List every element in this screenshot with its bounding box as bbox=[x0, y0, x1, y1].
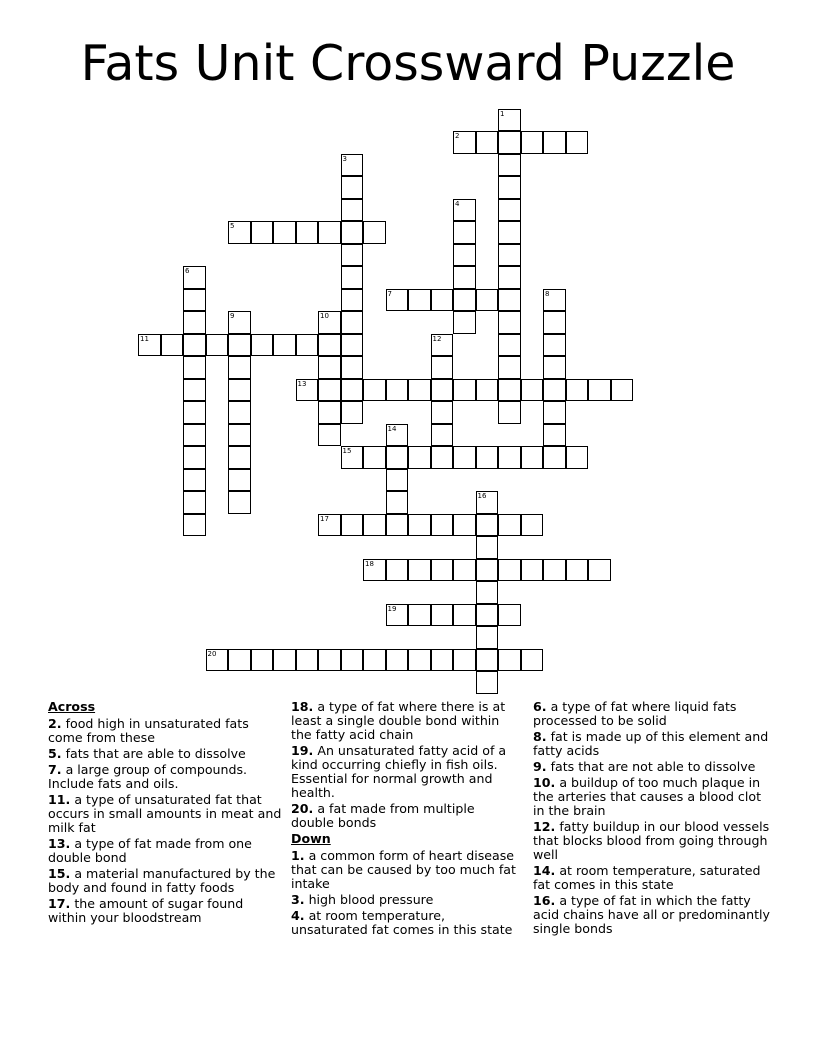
grid-cell[interactable] bbox=[183, 424, 206, 447]
grid-cell[interactable] bbox=[498, 514, 521, 537]
grid-cell[interactable] bbox=[476, 514, 499, 537]
clue-across-2 bbox=[48, 717, 284, 745]
grid-cell[interactable] bbox=[543, 311, 566, 334]
grid-cell[interactable] bbox=[408, 649, 431, 672]
grid-cell[interactable] bbox=[476, 446, 499, 469]
clue-text: fatty buildup in our blood vessels that blocks blood from going through well bbox=[533, 819, 770, 862]
grid-cell[interactable] bbox=[341, 176, 364, 199]
grid-cell[interactable] bbox=[453, 311, 476, 334]
grid-cell[interactable] bbox=[543, 424, 566, 447]
cell-number: 14 bbox=[387, 424, 397, 433]
grid-cell[interactable] bbox=[183, 401, 206, 424]
clue-across-13 bbox=[48, 837, 284, 865]
grid-cell[interactable] bbox=[183, 289, 206, 312]
cell-number: 3 bbox=[342, 154, 347, 163]
cell-number: 1 bbox=[500, 109, 505, 118]
cell-number: 17 bbox=[320, 514, 329, 523]
grid-cell[interactable] bbox=[498, 604, 521, 627]
clue-text: a type of fat made from one double bond bbox=[48, 836, 252, 865]
grid-cell[interactable] bbox=[498, 221, 521, 244]
grid-cell[interactable] bbox=[543, 334, 566, 357]
grid-cell[interactable] bbox=[543, 131, 566, 154]
grid-cell[interactable] bbox=[318, 401, 341, 424]
clue-across-15 bbox=[48, 867, 284, 895]
clue-number: 17. bbox=[48, 896, 71, 911]
grid-cell[interactable] bbox=[453, 289, 476, 312]
grid-cell[interactable] bbox=[228, 469, 251, 492]
grid-cell[interactable] bbox=[251, 221, 274, 244]
grid-cell[interactable] bbox=[566, 446, 589, 469]
grid-cell[interactable] bbox=[228, 221, 251, 244]
grid-cell[interactable] bbox=[453, 131, 476, 154]
grid-cell[interactable] bbox=[251, 649, 274, 672]
grid-cell[interactable] bbox=[318, 379, 341, 402]
grid-cell[interactable] bbox=[363, 559, 386, 582]
grid-cell[interactable] bbox=[566, 379, 589, 402]
cell-number: 7 bbox=[387, 289, 392, 298]
grid-cell[interactable] bbox=[566, 131, 589, 154]
grid-cell[interactable] bbox=[318, 334, 341, 357]
grid-cell[interactable] bbox=[138, 334, 161, 357]
grid-cell[interactable] bbox=[183, 469, 206, 492]
grid-cell[interactable] bbox=[498, 446, 521, 469]
grid-cell[interactable] bbox=[228, 446, 251, 469]
cell-number: 2 bbox=[455, 132, 460, 140]
clue-number: 8. bbox=[533, 729, 547, 744]
grid-cell[interactable] bbox=[206, 649, 229, 672]
grid-cell[interactable] bbox=[453, 266, 476, 289]
clue-down-6 bbox=[533, 700, 771, 728]
clues-column-2 bbox=[291, 700, 521, 939]
cell-number: 16 bbox=[477, 492, 487, 500]
grid-cell[interactable] bbox=[206, 334, 229, 357]
clue-number: 16. bbox=[533, 893, 556, 908]
grid-cell[interactable] bbox=[498, 199, 521, 222]
clue-number: 12. bbox=[533, 819, 556, 834]
grid-cell[interactable] bbox=[341, 514, 364, 537]
grid-cell[interactable] bbox=[476, 559, 499, 582]
grid-cell[interactable] bbox=[543, 401, 566, 424]
grid-cell[interactable] bbox=[588, 379, 611, 402]
clue-down-3 bbox=[291, 893, 521, 907]
grid-cell[interactable] bbox=[453, 221, 476, 244]
grid-cell[interactable] bbox=[183, 311, 206, 334]
cell-number: 13 bbox=[297, 379, 307, 388]
clue-text: a type of unsaturated fat that occurs in small amounts in meat and milk fat bbox=[48, 792, 282, 835]
grid-cell[interactable] bbox=[228, 311, 251, 334]
grid-cell[interactable] bbox=[521, 649, 544, 672]
clue-across-20 bbox=[291, 802, 521, 830]
grid-cell[interactable] bbox=[386, 469, 409, 492]
cell-number: 15 bbox=[342, 447, 352, 455]
grid-cell[interactable] bbox=[228, 356, 251, 379]
grid-cell[interactable] bbox=[431, 446, 454, 469]
grid-cell[interactable] bbox=[498, 154, 521, 177]
grid-cell[interactable] bbox=[498, 401, 521, 424]
grid-cell[interactable] bbox=[251, 334, 274, 357]
grid-cell[interactable] bbox=[341, 379, 364, 402]
grid-cell[interactable] bbox=[228, 334, 251, 357]
clue-down-4 bbox=[291, 909, 521, 937]
grid-cell[interactable] bbox=[296, 334, 319, 357]
grid-cell[interactable] bbox=[386, 446, 409, 469]
grid-cell[interactable] bbox=[521, 446, 544, 469]
grid-cell[interactable] bbox=[363, 379, 386, 402]
grid-cell[interactable] bbox=[228, 424, 251, 447]
clue-number: 7. bbox=[48, 762, 62, 777]
cell-number: 20 bbox=[207, 649, 217, 658]
clue-text: the amount of sugar found within your bloodstream bbox=[48, 896, 244, 925]
grid-cell[interactable] bbox=[341, 649, 364, 672]
clue-text: food high in unsaturated fats come from these bbox=[48, 716, 249, 745]
grid-cell[interactable] bbox=[341, 199, 364, 222]
grid-cell[interactable] bbox=[341, 244, 364, 267]
clue-text: a large group of compounds. Include fats and oils. bbox=[48, 762, 248, 791]
clue-number: 15. bbox=[48, 866, 71, 881]
grid-cell[interactable] bbox=[431, 401, 454, 424]
grid-cell[interactable] bbox=[341, 446, 364, 469]
grid-cell[interactable] bbox=[341, 311, 364, 334]
clue-number: 19. bbox=[291, 743, 314, 758]
grid-cell[interactable] bbox=[431, 334, 454, 357]
grid-cell[interactable] bbox=[498, 379, 521, 402]
cell-number: 11 bbox=[140, 334, 149, 343]
grid-cell[interactable] bbox=[386, 514, 409, 537]
grid-cell[interactable] bbox=[543, 379, 566, 402]
grid-cell[interactable] bbox=[341, 401, 364, 424]
clue-across-7 bbox=[48, 763, 284, 791]
grid-cell[interactable] bbox=[363, 446, 386, 469]
grid-cell[interactable] bbox=[341, 334, 364, 357]
grid-cell[interactable] bbox=[183, 379, 206, 402]
grid-cell[interactable] bbox=[521, 559, 544, 582]
grid-cell[interactable] bbox=[543, 289, 566, 312]
clue-number: 5. bbox=[48, 746, 62, 761]
grid-cell[interactable] bbox=[453, 604, 476, 627]
grid-cell[interactable] bbox=[183, 446, 206, 469]
grid-cell[interactable] bbox=[318, 424, 341, 447]
grid-cell[interactable] bbox=[476, 649, 499, 672]
grid-cell[interactable] bbox=[296, 221, 319, 244]
grid-cell[interactable] bbox=[296, 649, 319, 672]
grid-cell[interactable] bbox=[408, 559, 431, 582]
grid-cell[interactable] bbox=[476, 379, 499, 402]
grid-cell[interactable] bbox=[386, 289, 409, 312]
grid-cell[interactable] bbox=[521, 379, 544, 402]
cell-number: 9 bbox=[230, 312, 235, 320]
grid-cell[interactable] bbox=[273, 334, 296, 357]
grid-cell[interactable] bbox=[498, 334, 521, 357]
grid-cell[interactable] bbox=[498, 244, 521, 267]
clue-text: a type of fat where liquid fats processed to be solid bbox=[533, 699, 737, 728]
clues-column-3 bbox=[533, 700, 771, 938]
grid-cell[interactable] bbox=[386, 649, 409, 672]
cell-number: 10 bbox=[320, 312, 329, 320]
grid-cell[interactable] bbox=[431, 514, 454, 537]
grid-cell[interactable] bbox=[318, 514, 341, 537]
clue-number: 13. bbox=[48, 836, 71, 851]
clue-down-9 bbox=[533, 760, 771, 774]
grid-cell[interactable] bbox=[543, 559, 566, 582]
grid-cell[interactable] bbox=[228, 649, 251, 672]
clue-number: 14. bbox=[533, 863, 556, 878]
grid-cell[interactable] bbox=[476, 536, 499, 559]
clue-down-14 bbox=[533, 864, 771, 892]
grid-cell[interactable] bbox=[476, 491, 499, 514]
clue-number: 9. bbox=[533, 759, 547, 774]
grid-cell[interactable] bbox=[431, 649, 454, 672]
grid-cell[interactable] bbox=[228, 401, 251, 424]
clue-text: fats that are not able to dissolve bbox=[550, 759, 756, 774]
grid-cell[interactable] bbox=[341, 356, 364, 379]
clue-across-11 bbox=[48, 793, 284, 835]
clue-number: 1. bbox=[291, 848, 305, 863]
grid-cell[interactable] bbox=[611, 379, 634, 402]
grid-cell[interactable] bbox=[476, 131, 499, 154]
clue-number: 11. bbox=[48, 792, 71, 807]
clue-number: 18. bbox=[291, 699, 314, 714]
grid-cell[interactable] bbox=[498, 176, 521, 199]
grid-cell[interactable] bbox=[183, 491, 206, 514]
clue-text: fats that are able to dissolve bbox=[65, 746, 246, 761]
cell-number: 6 bbox=[185, 267, 190, 275]
grid-cell[interactable] bbox=[543, 446, 566, 469]
grid-cell[interactable] bbox=[363, 221, 386, 244]
grid-cell[interactable] bbox=[273, 221, 296, 244]
grid-cell[interactable] bbox=[318, 649, 341, 672]
grid-cell[interactable] bbox=[498, 131, 521, 154]
grid-cell[interactable] bbox=[453, 446, 476, 469]
grid-cell[interactable] bbox=[408, 514, 431, 537]
clue-down-8 bbox=[533, 730, 771, 758]
clue-number: 2. bbox=[48, 716, 62, 731]
clue-text: a fat made from multiple double bonds bbox=[291, 801, 475, 830]
clue-number: 20. bbox=[291, 801, 314, 816]
page-title: Fats Unit Crossward Puzzle bbox=[80, 35, 736, 92]
grid-cell[interactable] bbox=[498, 289, 521, 312]
grid-cell[interactable] bbox=[363, 649, 386, 672]
grid-cell[interactable] bbox=[161, 334, 184, 357]
grid-cell[interactable] bbox=[318, 221, 341, 244]
grid-cell[interactable] bbox=[273, 649, 296, 672]
grid-cell[interactable] bbox=[453, 559, 476, 582]
grid-cell[interactable] bbox=[408, 289, 431, 312]
clues-column-1 bbox=[48, 700, 284, 927]
grid-cell[interactable] bbox=[476, 604, 499, 627]
grid-cell[interactable] bbox=[386, 604, 409, 627]
grid-cell[interactable] bbox=[453, 199, 476, 222]
clue-across-5 bbox=[48, 747, 284, 761]
clue-number: 6. bbox=[533, 699, 547, 714]
clue-number: 4. bbox=[291, 908, 305, 923]
grid-cell[interactable] bbox=[543, 356, 566, 379]
grid-cell[interactable] bbox=[498, 266, 521, 289]
grid-cell[interactable] bbox=[431, 356, 454, 379]
clue-text: a type of fat in which the fatty acid chains have all or predominantly single bonds bbox=[533, 893, 770, 936]
grid-cell[interactable] bbox=[476, 671, 499, 694]
clue-number: 3. bbox=[291, 892, 305, 907]
clue-text: high blood pressure bbox=[308, 892, 434, 907]
grid-cell[interactable] bbox=[341, 266, 364, 289]
grid-cell[interactable] bbox=[386, 379, 409, 402]
cell-number: 4 bbox=[455, 199, 460, 208]
down-heading: Down bbox=[291, 831, 331, 846]
clue-text: fat is made up of this element and fatty acids bbox=[533, 729, 769, 758]
clue-down-10 bbox=[533, 776, 771, 818]
grid-cell[interactable] bbox=[521, 514, 544, 537]
clue-across-19 bbox=[291, 744, 521, 800]
clue-text: An unsaturated fatty acid of a kind occurring chiefly in fish oils. Essential for normal growth and health. bbox=[291, 743, 507, 800]
grid-cell[interactable] bbox=[476, 581, 499, 604]
grid-cell[interactable] bbox=[386, 559, 409, 582]
clue-number: 10. bbox=[533, 775, 556, 790]
grid-cell[interactable] bbox=[341, 221, 364, 244]
grid-cell[interactable] bbox=[183, 266, 206, 289]
grid-cell[interactable] bbox=[183, 334, 206, 357]
grid-cell[interactable] bbox=[588, 559, 611, 582]
grid-cell[interactable] bbox=[363, 514, 386, 537]
clue-down-1 bbox=[291, 849, 521, 891]
cell-number: 8 bbox=[545, 289, 550, 298]
grid-cell[interactable] bbox=[183, 356, 206, 379]
grid-cell[interactable] bbox=[408, 604, 431, 627]
across-heading: Across bbox=[48, 699, 96, 714]
clue-text: at room temperature, unsaturated fat comes in this state bbox=[291, 908, 513, 937]
grid-cell[interactable] bbox=[453, 379, 476, 402]
grid-cell[interactable] bbox=[476, 626, 499, 649]
grid-cell[interactable] bbox=[228, 491, 251, 514]
grid-cell[interactable] bbox=[476, 289, 499, 312]
grid-cell[interactable] bbox=[386, 491, 409, 514]
grid-cell[interactable] bbox=[183, 514, 206, 537]
grid-cell[interactable] bbox=[318, 311, 341, 334]
grid-cell[interactable] bbox=[521, 131, 544, 154]
grid-cell[interactable] bbox=[498, 559, 521, 582]
grid-cell[interactable] bbox=[386, 424, 409, 447]
grid-cell[interactable] bbox=[498, 109, 521, 132]
grid-cell[interactable] bbox=[408, 379, 431, 402]
clue-text: at room temperature, saturated fat comes in this state bbox=[533, 863, 761, 892]
grid-cell[interactable] bbox=[318, 356, 341, 379]
grid-cell[interactable] bbox=[453, 649, 476, 672]
grid-cell[interactable] bbox=[341, 289, 364, 312]
grid-cell[interactable] bbox=[453, 244, 476, 267]
clue-across-18 bbox=[291, 700, 521, 742]
grid-cell[interactable] bbox=[408, 446, 431, 469]
grid-cell[interactable] bbox=[498, 649, 521, 672]
grid-cell[interactable] bbox=[453, 514, 476, 537]
clue-text: a common form of heart disease that can be caused by too much fat intake bbox=[291, 848, 516, 891]
grid-cell[interactable] bbox=[296, 379, 319, 402]
clue-text: a type of fat where there is at least a single double bond within the fatty acid chain bbox=[291, 699, 506, 742]
clue-down-16 bbox=[533, 894, 771, 936]
clue-down-12 bbox=[533, 820, 771, 862]
grid-cell[interactable] bbox=[431, 289, 454, 312]
grid-cell[interactable] bbox=[566, 559, 589, 582]
cell-number: 19 bbox=[387, 604, 397, 613]
grid-cell[interactable] bbox=[431, 559, 454, 582]
grid-cell[interactable] bbox=[228, 379, 251, 402]
grid-cell[interactable] bbox=[431, 604, 454, 627]
cell-number: 5 bbox=[230, 222, 235, 230]
clue-text: a material manufactured by the body and found in fatty foods bbox=[48, 866, 276, 895]
clue-text: a buildup of too much plaque in the arteries that causes a blood clot in the brain bbox=[533, 775, 762, 818]
grid-cell[interactable] bbox=[498, 356, 521, 379]
clue-across-17 bbox=[48, 897, 284, 925]
grid-cell[interactable] bbox=[498, 311, 521, 334]
cell-number: 18 bbox=[365, 559, 374, 568]
grid-cell[interactable] bbox=[341, 154, 364, 177]
cell-number: 12 bbox=[432, 334, 442, 343]
grid-cell[interactable] bbox=[431, 379, 454, 402]
grid-cell[interactable] bbox=[431, 424, 454, 447]
